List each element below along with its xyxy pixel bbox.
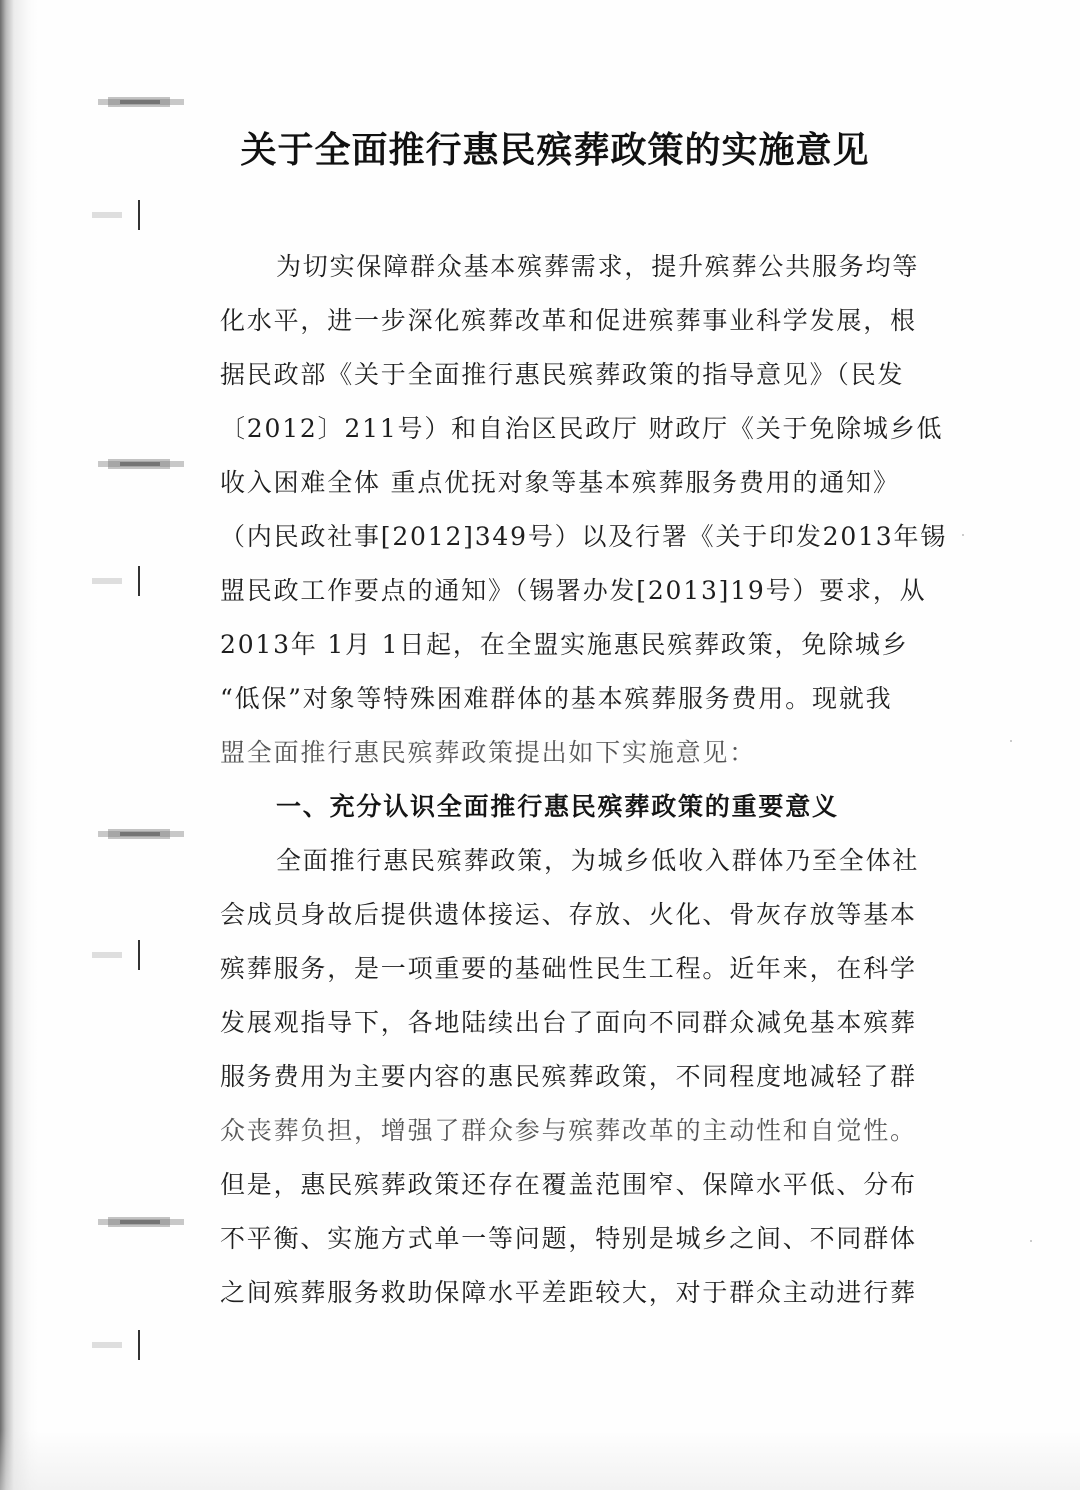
paragraph-line: 收入困难全体 重点优抚对象等基本殡葬服务费用的通知》 (220, 468, 900, 497)
scan-speck (1010, 740, 1012, 742)
paragraph-line: “低保”对象等特殊困难群体的基本殡葬服务费用。现就我 (220, 684, 893, 713)
paragraph-line: 殡葬服务，是一项重要的基础性民生工程。近年来，在科学 (220, 954, 917, 983)
paragraph-line: （内民政社事[2012]349号）以及行署《关于印发2013年锡 (220, 522, 948, 551)
scan-speck (962, 534, 964, 536)
binding-tick-mark (88, 566, 148, 596)
paragraph-line: 服务费用为主要内容的惠民殡葬政策，不同程度地减轻了群 (220, 1062, 917, 1091)
paragraph-line: 不平衡、实施方式单一等问题，特别是城乡之间、不同群体 (220, 1224, 917, 1253)
paragraph-line: 会成员身故后提供遗体接运、存放、火化、骨灰存放等基本 (220, 900, 917, 929)
paragraph-line: 之间殡葬服务救助保障水平差距较大，对于群众主动进行葬 (220, 1278, 917, 1307)
binding-hole-mark (98, 826, 184, 842)
binding-hole-mark (98, 1214, 184, 1230)
paragraph-line: 众丧葬负担，增强了群众参与殡葬改革的主动性和自觉性。 (220, 1116, 917, 1145)
paragraph-line: 2013年 1月 1日起，在全盟实施惠民殡葬政策，免除城乡 (220, 630, 909, 659)
binding-tick-mark (88, 200, 148, 230)
scan-bottom-shadow (0, 1430, 1080, 1490)
paragraph-line: 盟民政工作要点的通知》（锡署办发[2013]19号）要求，从 (220, 576, 927, 605)
binding-tick-mark (88, 940, 148, 970)
section-heading: 一、充分认识全面推行惠民殡葬政策的重要意义 (276, 792, 839, 821)
paragraph-line: 盟全面推行惠民殡葬政策提出如下实施意见： (220, 738, 757, 767)
binding-hole-mark (98, 94, 184, 110)
paragraph-line: 化水平，进一步深化殡葬改革和促进殡葬事业科学发展，根 (220, 306, 917, 335)
paragraph-line: 据民政部《关于全面推行惠民殡葬政策的指导意见》（民发 (220, 360, 905, 389)
paragraph-line: 〔2012〕211号）和自治区民政厅 财政厅《关于免除城乡低 (220, 414, 944, 443)
binding-tick-mark (88, 1330, 148, 1360)
paragraph-line: 为切实保障群众基本殡葬需求，提升殡葬公共服务均等 (276, 252, 920, 281)
paragraph-line: 发展观指导下，各地陆续出台了面向不同群众减免基本殡葬 (220, 1008, 917, 1037)
paragraph-line: 但是，惠民殡葬政策还存在覆盖范围窄、保障水平低、分布 (220, 1170, 917, 1199)
paragraph-line: 全面推行惠民殡葬政策，为城乡低收入群体乃至全体社 (276, 846, 920, 875)
document-title: 关于全面推行惠民殡葬政策的实施意见 (240, 129, 870, 171)
binding-hole-mark (98, 456, 184, 472)
scan-speck (1030, 1240, 1032, 1242)
scan-left-edge-shadow (0, 0, 38, 1490)
